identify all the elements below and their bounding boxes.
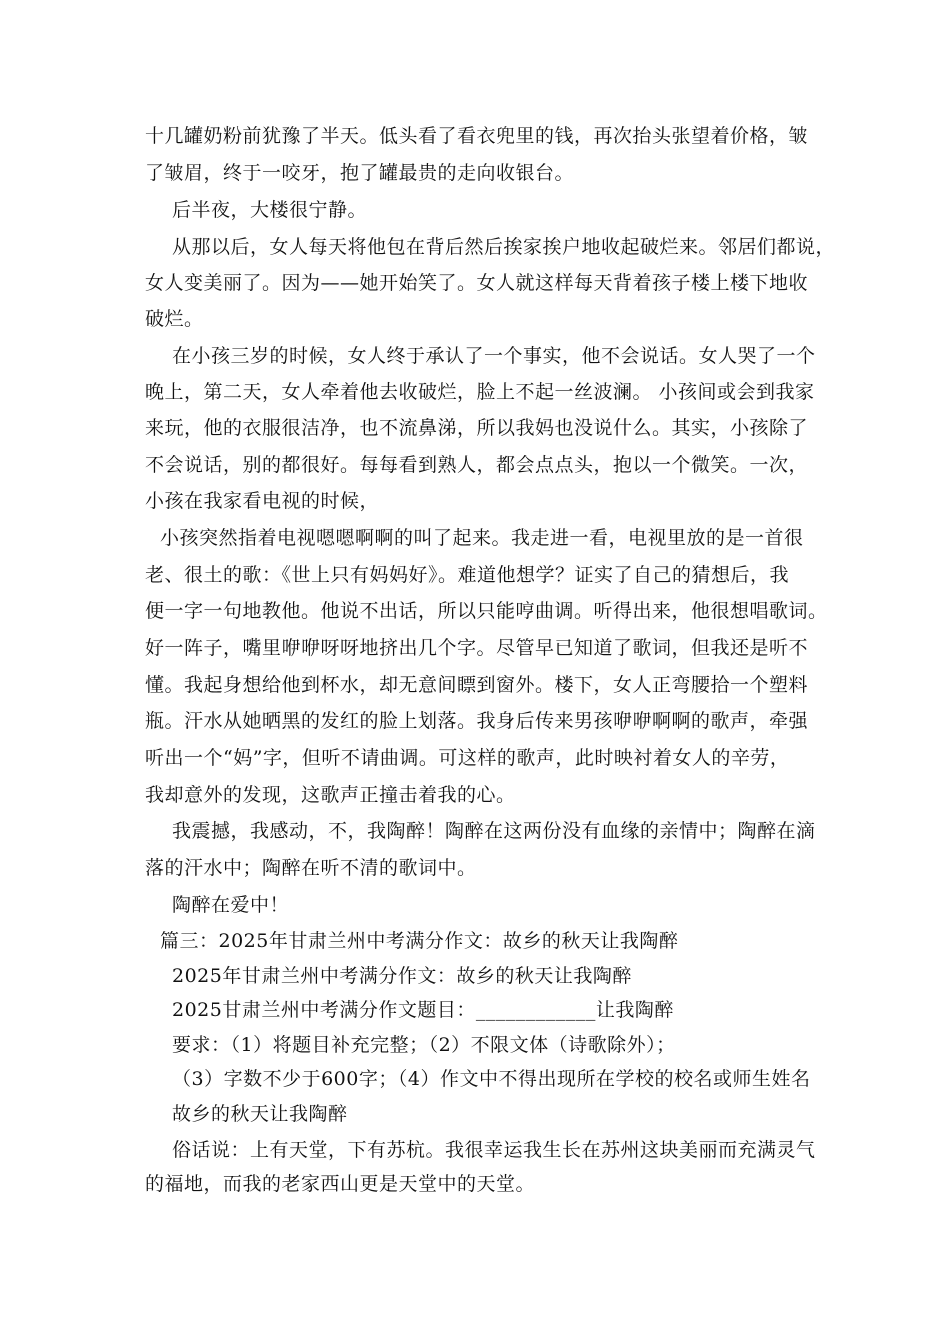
text-line: 晚上，第二天，女人牵着他去收破烂，脸上不起一丝波澜。 小孩间或会到我家 bbox=[145, 381, 815, 403]
text-line: 小孩突然指着电视嗯嗯啊啊的叫了起来。我走进一看，电视里放的是一首很 bbox=[160, 527, 804, 549]
text-line: 2025年甘肃兰州中考满分作文：故乡的秋天让我陶醉 bbox=[172, 965, 632, 987]
text-line: 2025甘肃兰州中考满分作文题目：____________让我陶醉 bbox=[172, 999, 674, 1021]
text-line: 老、很土的歌：《世上只有妈妈好》。难道他想学？证实了自己的猜想后，我 bbox=[145, 564, 790, 586]
text-line: 落的汗水中；陶醉在听不清的歌词中。 bbox=[145, 857, 477, 879]
text-line: 破烂。 bbox=[145, 308, 204, 330]
text-line: 后半夜，大楼很宁静。 bbox=[172, 199, 368, 221]
text-line: 十几罐奶粉前犹豫了半天。低头看了看衣兜里的钱，再次抬头张望着价格，皱 bbox=[145, 125, 809, 147]
text-line: 了皱眉，终于一咬牙，抱了罐最贵的走向收银台。 bbox=[145, 162, 575, 184]
text-line: 好一阵子，嘴里咿咿呀呀地挤出几个字。尽管早已知道了歌词，但我还是听不 bbox=[145, 637, 809, 659]
text-line: 来玩，他的衣服很洁净，也不流鼻涕，所以我妈也没说什么。其实，小孩除了 bbox=[145, 417, 809, 439]
text-line: 小孩在我家看电视的时候， bbox=[145, 490, 380, 512]
text-line: 从那以后，女人每天将他包在背后然后挨家挨户地收起破烂来。邻居们都说， bbox=[172, 236, 836, 258]
text-line: 听出一个“妈”字，但听不请曲调。可这样的歌声，此时映衬着女人的辛劳， bbox=[145, 747, 790, 769]
text-line: 我却意外的发现，这歌声正撞击着我的心。 bbox=[145, 784, 516, 806]
section-heading: 篇三：2025年甘肃兰州中考满分作文：故乡的秋天让我陶醉 bbox=[160, 930, 679, 952]
text-line: 陶醉在爱中！ bbox=[172, 894, 290, 916]
text-line: 不会说话，别的都很好。每每看到熟人，都会点点头，抱以一个微笑。一次， bbox=[145, 454, 809, 476]
text-line: 女人变美丽了。因为——她开始笑了。女人就这样每天背着孩子楼上楼下地收 bbox=[145, 272, 809, 294]
text-line: 我震撼，我感动，不，我陶醉！陶醉在这两份没有血缘的亲情中；陶醉在滴 bbox=[172, 820, 816, 842]
text-line: 要求：（1）将题目补充完整；（2）不限文体（诗歌除外）； bbox=[172, 1034, 676, 1056]
text-line: 俗话说：上有天堂，下有苏杭。我很幸运我生长在苏州这块美丽而充满灵气 bbox=[172, 1139, 816, 1161]
text-line: 的福地，而我的老家西山更是天堂中的天堂。 bbox=[145, 1173, 536, 1195]
text-line: 瓶。汗水从她晒黑的发红的脸上划落。我身后传来男孩咿咿啊啊的歌声，牵强 bbox=[145, 710, 809, 732]
text-line: （3）字数不少于600字；（4）作文中不得出现所在学校的校名或师生姓名 bbox=[172, 1068, 811, 1090]
text-line: 在小孩三岁的时候，女人终于承认了一个事实，他不会说话。女人哭了一个 bbox=[172, 345, 816, 367]
text-line: 便一字一句地教他。他说不出话，所以只能哼曲调。听得出来，他很想唱歌词。 bbox=[145, 600, 828, 622]
text-line: 懂。我起身想给他到杯水，却无意间瞟到窗外。楼下，女人正弯腰拾一个塑料 bbox=[145, 674, 809, 696]
essay-title: 故乡的秋天让我陶醉 bbox=[172, 1103, 348, 1125]
